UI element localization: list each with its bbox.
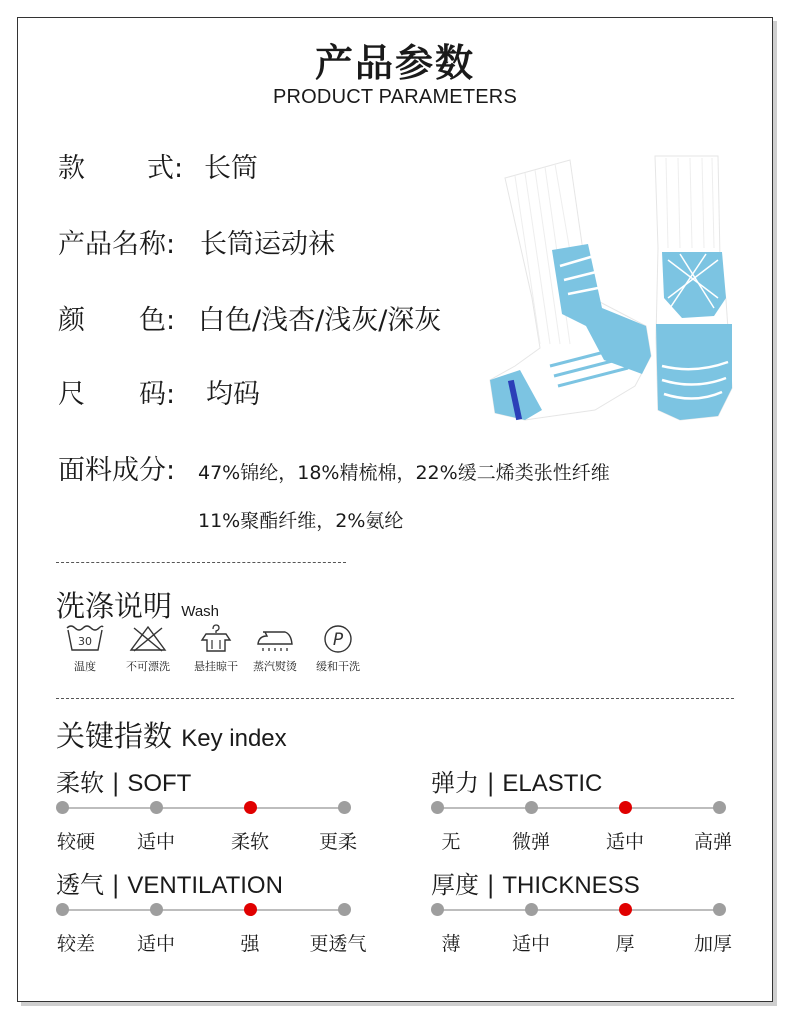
- scale-dot-selected: [619, 801, 632, 814]
- scale-dot-selected: [244, 801, 257, 814]
- fabric-label: 面料成分:: [58, 455, 176, 486]
- scale-dot: [56, 903, 69, 916]
- wash-label-no-bleach: 不可漂洗: [126, 660, 170, 673]
- scale-track: [62, 909, 344, 911]
- key-index-title: [56, 714, 287, 755]
- size-label-b: 码:: [139, 379, 176, 410]
- metric-name-cn: 弹力: [431, 769, 479, 797]
- style-label-a: 款: [58, 153, 85, 184]
- wash-title-cn: 洗涤说明: [56, 589, 173, 623]
- metric-soft: [56, 763, 376, 863]
- scale-level-label: 更柔: [318, 831, 358, 853]
- fabric-line-2: 11%聚酯纤维，2%氨纶: [198, 510, 404, 532]
- sock-pair-image: [470, 148, 760, 438]
- color-label-a: 颜: [58, 305, 85, 336]
- no-bleach-icon: [128, 624, 168, 652]
- key-index-title-cn: 关键指数: [56, 719, 173, 753]
- scale-dot: [338, 903, 351, 916]
- metric-name: [431, 763, 602, 798]
- scale-dot: [150, 801, 163, 814]
- wash-label-hang-dry: 悬挂晾干: [194, 660, 238, 673]
- scale-dot: [525, 903, 538, 916]
- scale-level-label: 高弹: [693, 831, 733, 853]
- scale-dot: [525, 801, 538, 814]
- metric-name-en: ELASTIC: [502, 770, 603, 797]
- metric-separator: |: [479, 769, 503, 797]
- scale-level-label: 适中: [605, 831, 645, 853]
- size-value: 均码: [206, 379, 260, 410]
- scale-track: [437, 909, 719, 911]
- size-label-a: 尺: [58, 379, 85, 410]
- scale-dot: [431, 903, 444, 916]
- color-label: [58, 298, 175, 337]
- scale-dot: [431, 801, 444, 814]
- wash-section-title: [56, 584, 219, 625]
- metric-name-cn: 柔软: [56, 769, 104, 797]
- dry-clean-letter: P: [332, 630, 344, 650]
- scale-dot: [338, 801, 351, 814]
- metric-separator: |: [479, 871, 503, 899]
- metric-name-en: THICKNESS: [502, 872, 640, 899]
- metric-name-en: SOFT: [127, 770, 192, 797]
- wash-label-temp: 温度: [74, 660, 96, 673]
- metric-separator: |: [104, 871, 128, 899]
- metric-elastic: [431, 763, 751, 863]
- metric-name: [56, 865, 283, 900]
- scale-dot: [713, 801, 726, 814]
- wash-title-en: Wash: [181, 603, 220, 620]
- scale-dot: [56, 801, 69, 814]
- divider: [56, 562, 346, 563]
- scale-level-label: 较硬: [56, 831, 96, 853]
- scale-dot-selected: [244, 903, 257, 916]
- style-label-b: 式:: [147, 153, 184, 184]
- divider: [56, 698, 734, 699]
- style-value: 长筒: [204, 153, 258, 184]
- wash-30-item: [55, 624, 115, 674]
- page-subtitle: PRODUCT PARAMETERS: [272, 86, 517, 108]
- scale-dot: [713, 903, 726, 916]
- scale-level-label: 适中: [136, 831, 176, 853]
- scale-level-label: 厚: [615, 933, 635, 955]
- name-value: 长筒运动袜: [200, 229, 335, 260]
- metric-name-cn: 透气: [56, 871, 104, 899]
- metric-name-en: VENTILATION: [127, 872, 283, 899]
- wash-temp-text: 30: [78, 635, 92, 648]
- scale-level-label: 强: [240, 933, 260, 955]
- wash-30-icon: [65, 624, 105, 652]
- size-label: [58, 372, 175, 411]
- metric-name: [56, 763, 191, 798]
- scale-level-label: 适中: [511, 933, 551, 955]
- key-index-title-en: Key index: [181, 725, 287, 752]
- metric-name-cn: 厚度: [431, 871, 479, 899]
- name-label: 产品名称:: [58, 229, 176, 260]
- steam-iron-icon: [255, 624, 295, 652]
- dry-clean-item: [308, 624, 368, 674]
- scale-track: [437, 807, 719, 809]
- wash-label-dry-clean: 缓和干洗: [316, 660, 360, 673]
- page-title: 产品参数: [314, 41, 475, 85]
- scale-level-label: 柔软: [230, 831, 270, 853]
- hang-dry-item: [186, 624, 246, 674]
- scale-dot-selected: [619, 903, 632, 916]
- scale-level-label: 适中: [136, 933, 176, 955]
- scale-dot: [150, 903, 163, 916]
- style-label: [58, 146, 183, 185]
- scale-level-label: 无: [441, 831, 461, 853]
- hang-dry-icon: [196, 624, 236, 652]
- fabric-line-1: 47%锦纶，18%精梳棉，22%缓二烯类张性纤维: [198, 462, 610, 484]
- metric-ventilation: [56, 865, 376, 965]
- dry-clean-icon: [318, 624, 358, 654]
- wash-label-steam-iron: 蒸汽熨烫: [253, 660, 297, 673]
- scale-track: [62, 807, 344, 809]
- scale-level-label: 微弹: [511, 831, 551, 853]
- steam-iron-item: [245, 624, 305, 674]
- color-label-b: 色:: [139, 305, 176, 336]
- metric-name: [431, 865, 640, 900]
- scale-level-label: 更透气: [309, 933, 367, 955]
- scale-level-label: 加厚: [693, 933, 733, 955]
- metric-separator: |: [104, 769, 128, 797]
- metric-thickness: [431, 865, 751, 965]
- scale-level-label: 较差: [56, 933, 96, 955]
- no-bleach-item: [118, 624, 178, 674]
- scale-level-label: 薄: [441, 933, 461, 955]
- color-value: 白色/浅杏/浅灰/深灰: [198, 305, 442, 336]
